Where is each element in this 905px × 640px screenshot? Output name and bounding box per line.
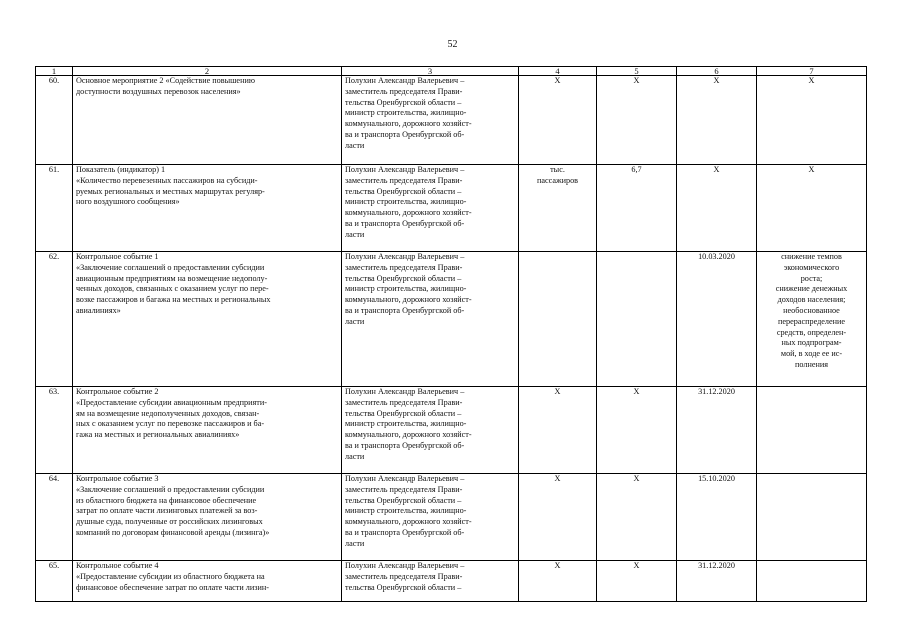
table-row <box>36 165 867 252</box>
date-cell: 31.12.2020 <box>677 387 757 474</box>
risk-cell: снижение темпов экономического роста; снижение денежных доходов населения; необоснованное перераспределение средств, определен- ных подпрограм- мой, в ходе ее ис- полнения <box>757 252 867 387</box>
value-cell: X <box>597 474 677 561</box>
item-name: Основное мероприятие 2 «Содействие повышению доступности воздушных перевозок населения» <box>73 76 342 165</box>
table-row <box>36 561 867 602</box>
unit-cell: X <box>519 474 597 561</box>
row-number: 60. <box>36 76 73 165</box>
responsible-person: Полухин Александр Валерьевич – заместитель председателя Прави- тельства Оренбургской области – министр строительства, жилищно- коммунального, дорожного хозяйст- ва и транспорта Оренбургской об- ласти <box>342 252 519 387</box>
date-cell: 31.12.2020 <box>677 561 757 602</box>
item-name: Контрольное событие 2 «Предоставление субсидии авиационным предприяти- ям на возмещение недополученных доходов, связан- ных с оказанием услуг по перевозке пассажиров и ба- гажа на местных и региональных авиалиниях» <box>73 387 342 474</box>
page-number: 52 <box>447 39 458 50</box>
item-name: Контрольное событие 3 «Заключение соглашений о предоставлении субсидии из областного бюджета на финансовое обеспечение затрат по оплате части лизинговых платежей за воз- душные суда, полученные от российских лизинговых компаний по договорам финансовой аренды (лизинга)» <box>73 474 342 561</box>
date-cell: X <box>677 76 757 165</box>
row-number: 61. <box>36 165 73 252</box>
unit-cell: X <box>519 387 597 474</box>
responsible-person: Полухин Александр Валерьевич – заместитель председателя Прави- тельства Оренбургской области – <box>342 561 519 602</box>
value-cell: X <box>597 76 677 165</box>
item-name: Показатель (индикатор) 1 «Количество перевезенных пассажиров на субсиди- руемых региональных и местных маршрутах регуляр- ного воздушного сообщения» <box>73 165 342 252</box>
risk-cell <box>757 474 867 561</box>
header-cell-7: 7 <box>757 67 867 76</box>
header-row <box>36 67 867 76</box>
row-number: 64. <box>36 474 73 561</box>
risk-cell <box>757 387 867 474</box>
row-number: 62. <box>36 252 73 387</box>
unit-cell <box>519 252 597 387</box>
item-name: Контрольное событие 1 «Заключение соглашений о предоставлении субсидии авиационным предприятиям на возмещение недополу- ченных доходов, связанных с оказанием услуг по пере- возке пассажиров и багажа на местных и региональных авиалиниях» <box>73 252 342 387</box>
date-cell: 10.03.2020 <box>677 252 757 387</box>
value-cell: X <box>597 387 677 474</box>
table-row <box>36 252 867 387</box>
unit-cell: X <box>519 76 597 165</box>
date-cell: 15.10.2020 <box>677 474 757 561</box>
table-row <box>36 474 867 561</box>
responsible-person: Полухин Александр Валерьевич – заместитель председателя Прави- тельства Оренбургской области – министр строительства, жилищно- коммунального, дорожного хозяйст- ва и транспорта Оренбургской об- ласти <box>342 76 519 165</box>
header-cell-4: 4 <box>519 67 597 76</box>
row-number: 65. <box>36 561 73 602</box>
table-row <box>36 387 867 474</box>
responsible-person: Полухин Александр Валерьевич – заместитель председателя Прави- тельства Оренбургской области – министр строительства, жилищно- коммунального, дорожного хозяйст- ва и транспорта Оренбургской об- ласти <box>342 474 519 561</box>
unit-cell: X <box>519 561 597 602</box>
risk-cell <box>757 561 867 602</box>
item-name: Контрольное событие 4 «Предоставление субсидии из областного бюджета на финансовое обеспечение затрат по оплате части лизин- <box>73 561 342 602</box>
value-cell: X <box>597 561 677 602</box>
header-cell-6: 6 <box>677 67 757 76</box>
header-cell-2: 2 <box>73 67 342 76</box>
header-cell-1: 1 <box>36 67 73 76</box>
value-cell <box>597 252 677 387</box>
responsible-person: Полухин Александр Валерьевич – заместитель председателя Прави- тельства Оренбургской области – министр строительства, жилищно- коммунального, дорожного хозяйст- ва и транспорта Оренбургской об- ласти <box>342 387 519 474</box>
program-table <box>35 66 867 602</box>
risk-cell: X <box>757 76 867 165</box>
unit-cell: тыс. пассажиров <box>519 165 597 252</box>
header-cell-3: 3 <box>342 67 519 76</box>
risk-cell: X <box>757 165 867 252</box>
responsible-person: Полухин Александр Валерьевич – заместитель председателя Прави- тельства Оренбургской области – министр строительства, жилищно- коммунального, дорожного хозяйст- ва и транспорта Оренбургской об- ласти <box>342 165 519 252</box>
table-row <box>36 76 867 165</box>
date-cell: X <box>677 165 757 252</box>
row-number: 63. <box>36 387 73 474</box>
header-cell-5: 5 <box>597 67 677 76</box>
value-cell: 6,7 <box>597 165 677 252</box>
